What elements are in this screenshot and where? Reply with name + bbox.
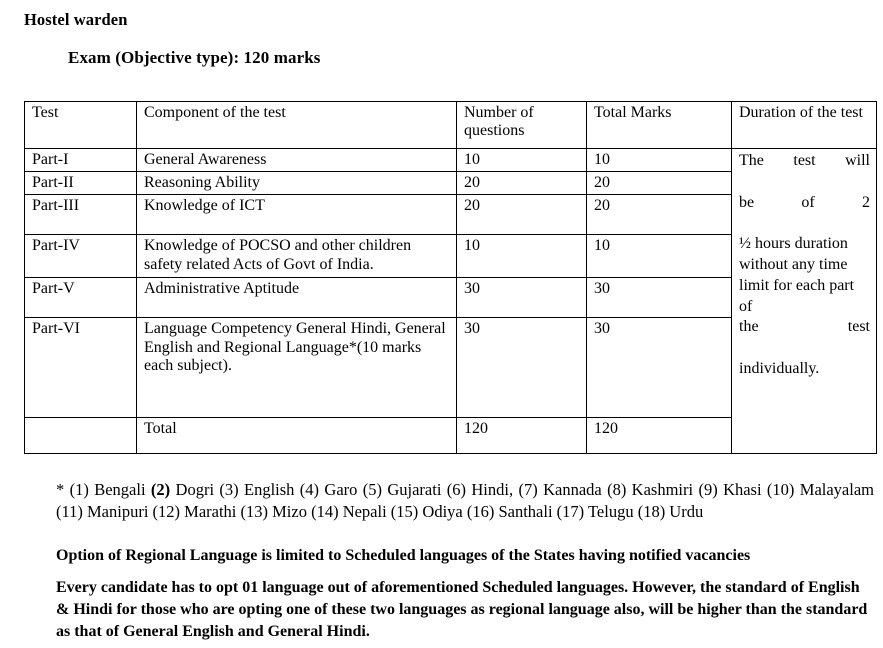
duration-line-4: duration — [794, 235, 848, 253]
cell-questions-part-2: 20 — [457, 172, 587, 195]
cell-test-part-4: Part-IV — [25, 235, 137, 278]
cell-marks-part-2: 20 — [587, 172, 732, 195]
cell-component-part-1: General Awareness — [137, 149, 457, 172]
duration-line-6: time limit for — [739, 255, 848, 294]
cell-duration-merged — [732, 149, 877, 454]
cell-marks-part-3: 20 — [587, 195, 732, 235]
cell-component-part-3: Knowledge of ICT — [137, 195, 457, 235]
duration-line-8: the test — [739, 318, 870, 336]
cell-component-part-2: Reasoning Ability — [137, 172, 457, 195]
cell-test-part-1: Part-I — [25, 149, 137, 172]
cell-questions-part-4: 10 — [457, 235, 587, 278]
cell-marks-part-1: 10 — [587, 149, 732, 172]
note-regional-language-option: Option of Regional Language is limited to Scheduled languages of the States having notified vacancies — [56, 547, 751, 564]
cell-questions-part-6: 30 — [457, 318, 587, 418]
column-header-number-of-questions: Number of questions — [457, 102, 587, 149]
column-header-component: Component of the test — [137, 102, 457, 149]
exam-subtitle: Exam (Objective type): 120 marks — [68, 48, 321, 67]
footnote-bold-marker: (2) — [150, 480, 171, 499]
column-header-test: Test — [25, 102, 137, 149]
table-header-row — [25, 102, 877, 149]
column-header-duration: Duration of the test — [732, 102, 877, 149]
cell-total-questions: 120 — [457, 418, 587, 454]
cell-total-marks: 120 — [587, 418, 732, 454]
cell-total-blank — [25, 418, 137, 454]
table-row — [25, 149, 877, 172]
cell-test-part-2: Part-II — [25, 172, 137, 195]
cell-test-part-3: Part-III — [25, 195, 137, 235]
cell-total-label: Total — [137, 418, 457, 454]
note-language-standard: Every candidate has to opt 01 language out of aforementioned Scheduled languages. However, the standard of English & Hindi for those who are opting one of these two languages as regional language also, will be higher than the standard as that of General English and General Hindi. — [56, 579, 868, 641]
cell-marks-part-5: 30 — [587, 278, 732, 318]
cell-questions-part-5: 30 — [457, 278, 587, 318]
cell-marks-part-4: 10 — [587, 235, 732, 278]
duration-line-5: without any — [739, 255, 815, 273]
duration-line-3: ½ hours — [739, 235, 791, 253]
duration-line-1: The test will — [739, 152, 870, 169]
cell-test-part-5: Part-V — [25, 278, 137, 318]
duration-line-9: individually. — [739, 359, 820, 377]
cell-questions-part-1: 10 — [457, 149, 587, 172]
cell-test-part-6: Part-VI — [25, 318, 137, 418]
cell-marks-part-6: 30 — [587, 318, 732, 418]
cell-component-part-5: Administrative Aptitude — [137, 278, 457, 318]
footnote-prefix: * (1) Bengali — [56, 480, 151, 499]
duration-line-7: each part of — [739, 276, 855, 315]
column-header-total-marks: Total Marks — [587, 102, 732, 149]
regional-language-footnote — [56, 479, 874, 523]
duration-line-2: be of 2 — [739, 193, 870, 211]
page-title: Hostel warden — [24, 10, 128, 29]
cell-questions-part-3: 20 — [457, 195, 587, 235]
exam-pattern-table — [24, 101, 877, 454]
cell-component-part-6: Language Competency General Hindi, General English and Regional Language*(10 marks each subject). — [137, 318, 457, 418]
footnote-rest: Dogri (3) English (4) Garo (5) Gujarati (6) Hindi, (7) Kannada (8) Kashmiri (9) Khasi (10) Malayalam (11) Manipuri (12) Marathi (13) Mizo (14) Nepali (15) Odiya (16) Santhali (17) Telugu (18) Urdu — [56, 480, 875, 521]
cell-component-part-4: Knowledge of POCSO and other children safety related Acts of Govt of India. — [137, 235, 457, 278]
exam-pattern-table-container — [24, 101, 876, 454]
